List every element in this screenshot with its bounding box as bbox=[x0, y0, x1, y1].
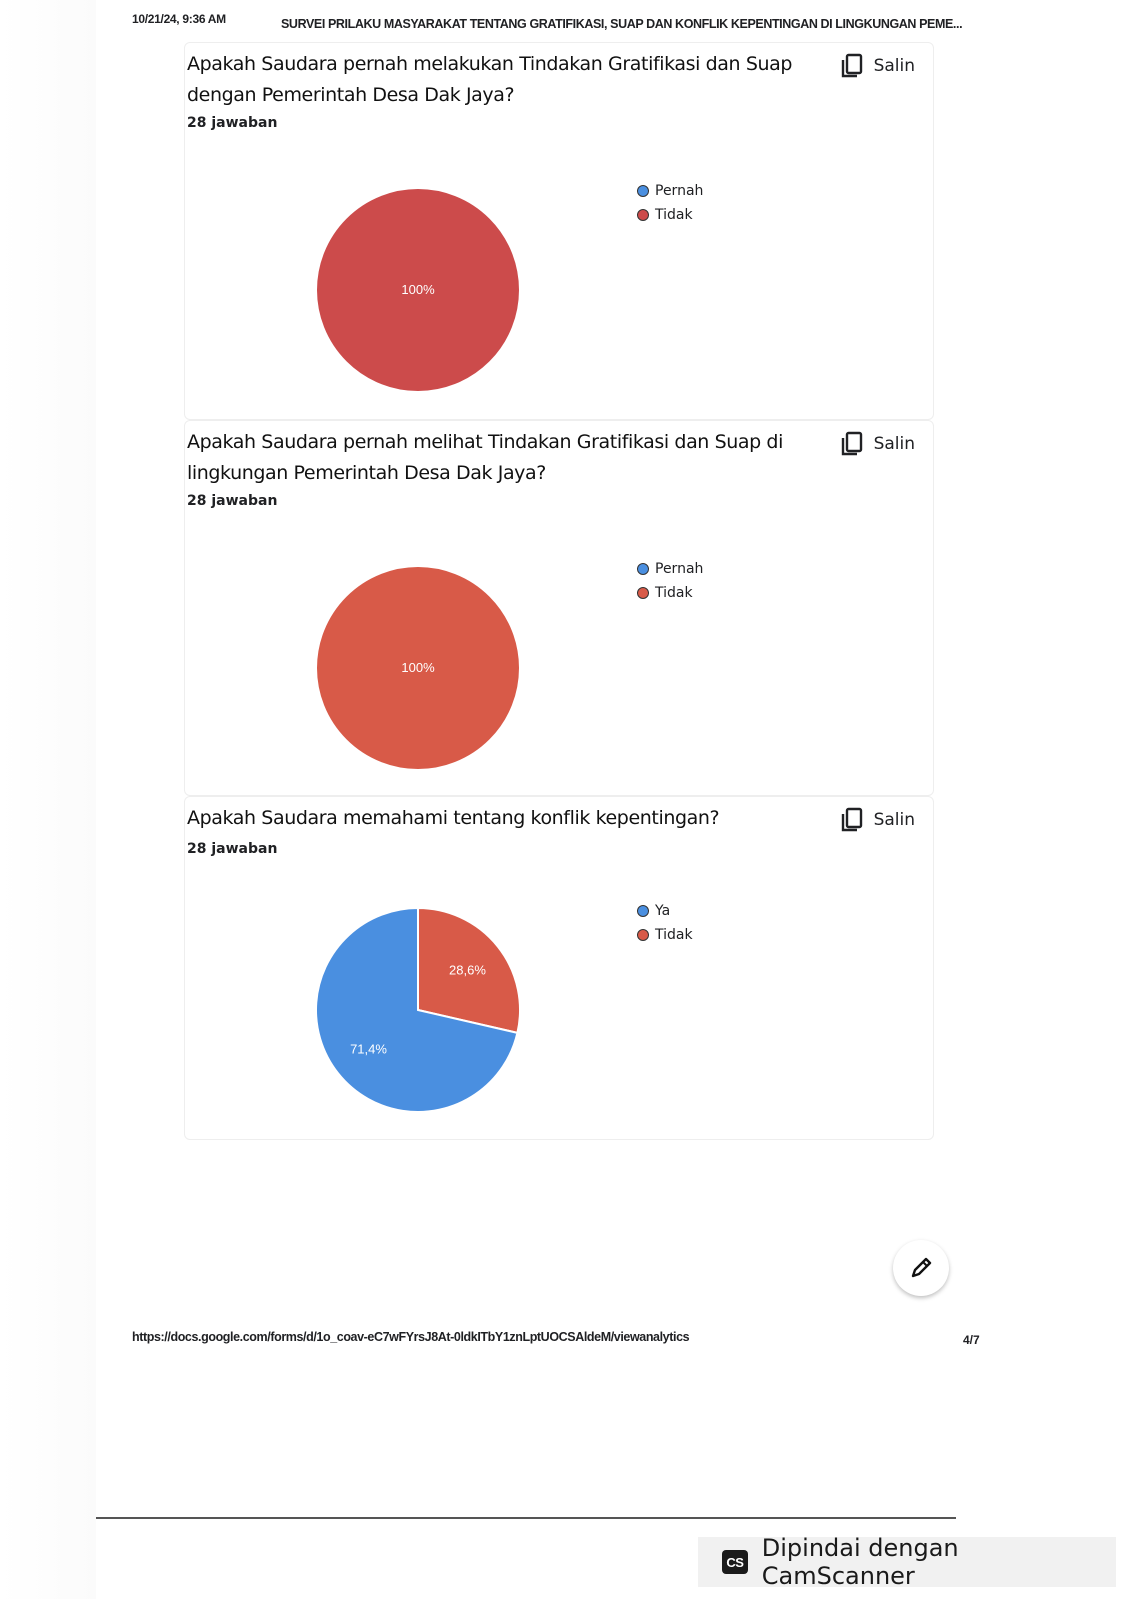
copy-icon bbox=[840, 807, 864, 833]
camscanner-logo: CS bbox=[722, 1550, 748, 1574]
copy-label: Salin bbox=[873, 434, 915, 454]
legend-label: Tidak bbox=[655, 207, 693, 223]
legend-swatch bbox=[637, 209, 649, 221]
legend-label: Pernah bbox=[655, 183, 704, 199]
legend-label: Tidak bbox=[655, 585, 693, 601]
chart-legend bbox=[637, 557, 703, 605]
pie-chart bbox=[313, 899, 523, 1121]
legend-item bbox=[637, 581, 703, 605]
pie-data-label: 100% bbox=[401, 282, 435, 297]
chart-legend bbox=[637, 899, 693, 947]
legend-item bbox=[637, 923, 693, 947]
camscanner-watermark bbox=[698, 1534, 1116, 1590]
question-title: Apakah Saudara memahami tentang konflik kepentingan? bbox=[187, 807, 720, 829]
legend-swatch bbox=[637, 185, 649, 197]
scan-edge bbox=[96, 1517, 956, 1519]
question-card bbox=[184, 420, 934, 796]
copy-label: Salin bbox=[873, 56, 915, 76]
legend-label: Pernah bbox=[655, 561, 704, 577]
legend-item bbox=[637, 179, 703, 203]
response-count: 28 jawaban bbox=[187, 493, 278, 509]
copy-label: Salin bbox=[873, 810, 915, 830]
copy-button[interactable] bbox=[840, 53, 915, 79]
pencil-icon bbox=[908, 1255, 934, 1281]
copy-button[interactable] bbox=[840, 807, 915, 833]
question-card bbox=[184, 796, 934, 1140]
print-datetime: 10/21/24, 9:36 AM bbox=[132, 12, 226, 26]
print-page-number: 4/7 bbox=[963, 1333, 980, 1347]
pie-chart bbox=[313, 557, 523, 779]
question-title: Apakah Saudara pernah melihat Tindakan Gratifikasi dan Suap di lingkungan Pemerintah Desa Dak Jaya? bbox=[187, 431, 783, 484]
legend-item bbox=[637, 557, 703, 581]
response-count: 28 jawaban bbox=[187, 115, 278, 131]
copy-icon bbox=[840, 53, 864, 79]
chart-legend bbox=[637, 179, 703, 227]
pie-chart bbox=[313, 179, 523, 401]
legend-item bbox=[637, 203, 703, 227]
page-margin bbox=[0, 0, 96, 1599]
legend-label: Tidak bbox=[655, 927, 693, 943]
camscanner-text: Dipindai dengan CamScanner bbox=[761, 1534, 959, 1590]
legend-item bbox=[637, 899, 693, 923]
legend-label: Ya bbox=[655, 903, 671, 919]
legend-swatch bbox=[637, 563, 649, 575]
question-card bbox=[184, 42, 934, 420]
copy-icon bbox=[840, 431, 864, 457]
response-count: 28 jawaban bbox=[187, 841, 278, 857]
print-url: https://docs.google.com/forms/d/1o_coav-eC7wFYrsJ8At-0ldkITbY1znLptUOCSAldeM/viewanalytics bbox=[132, 1330, 690, 1344]
legend-swatch bbox=[637, 587, 649, 599]
pie-data-label: 71,4% bbox=[350, 1041, 387, 1057]
legend-swatch bbox=[637, 905, 649, 917]
pie-data-label: 100% bbox=[401, 660, 435, 675]
pie-data-label: 28,6% bbox=[449, 962, 486, 978]
legend-swatch bbox=[637, 929, 649, 941]
copy-button[interactable] bbox=[840, 431, 915, 457]
print-title: SURVEI PRILAKU MASYARAKAT TENTANG GRATIFIKASI, SUAP DAN KONFLIK KEPENTINGAN DI LINGKUNGAN PEME... bbox=[281, 17, 963, 31]
question-title: Apakah Saudara pernah melakukan Tindakan Gratifikasi dan Suap dengan Pemerintah Desa Dak Jaya? bbox=[187, 53, 793, 106]
edit-button[interactable] bbox=[893, 1240, 949, 1296]
